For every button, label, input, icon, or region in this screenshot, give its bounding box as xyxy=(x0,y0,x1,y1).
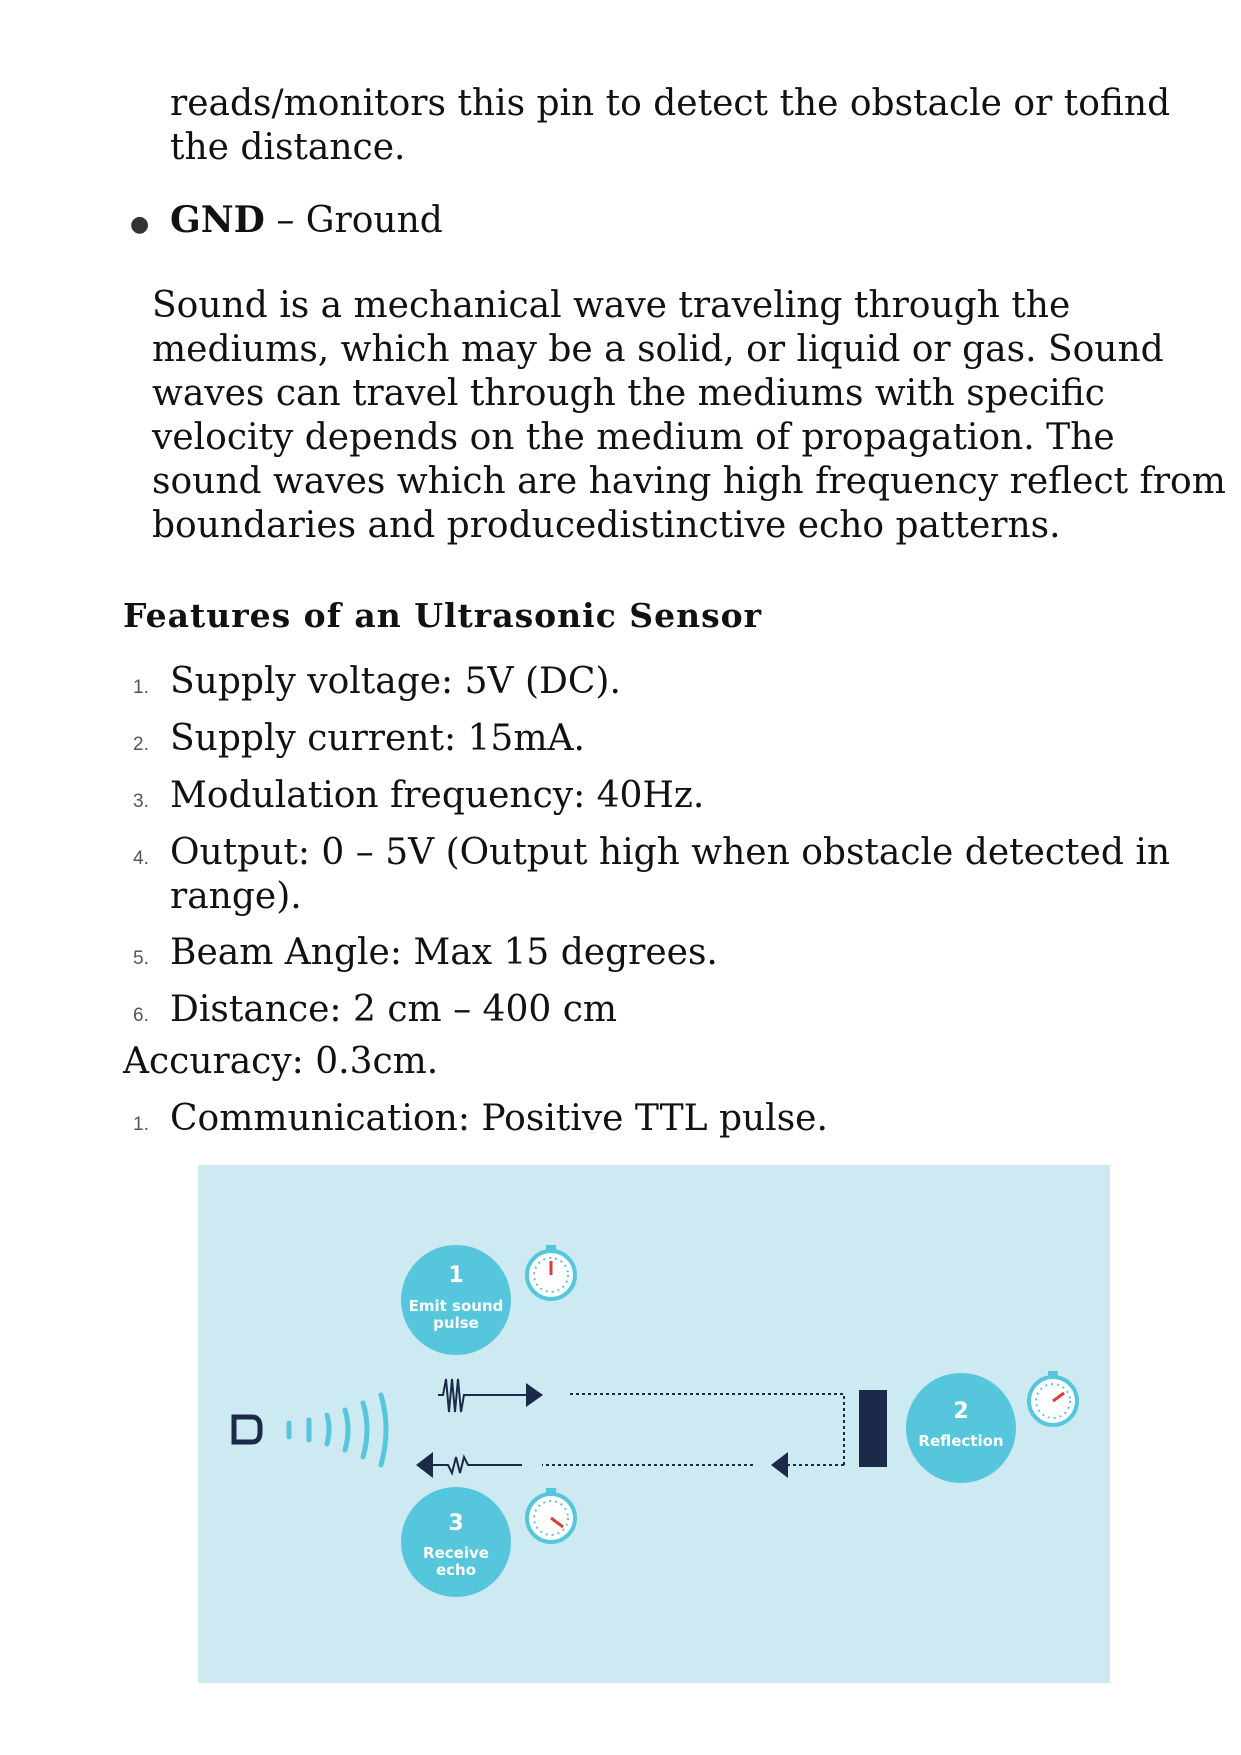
sound-line: sound waves which are having high frequency reflect from xyxy=(152,461,1226,502)
sound-line: boundaries and producedistinctive echo patterns. xyxy=(152,505,1061,546)
list-number: 6. xyxy=(133,1005,149,1026)
intro-line-1: reads/monitors this pin to detect the obstacle or tofind xyxy=(170,83,1171,124)
step-2-number: 2 xyxy=(953,1399,969,1424)
step-2-circle xyxy=(906,1373,1016,1483)
sound-line: waves can travel through the mediums with specific xyxy=(152,373,1105,414)
stopwatch-icon xyxy=(527,1488,575,1542)
bullet-dot: ● xyxy=(130,212,150,237)
sound-waves-icon xyxy=(289,1395,386,1465)
list-number: 5. xyxy=(133,948,149,969)
sound-paragraph xyxy=(152,284,1226,548)
echo-return-arrowhead xyxy=(771,1452,788,1478)
feature-item-continuation: range). xyxy=(170,876,302,917)
step-3-label-line2: echo xyxy=(435,1561,477,1579)
step-3-label-line1: Receive xyxy=(423,1544,489,1562)
gnd-term: GND xyxy=(170,199,265,241)
list-number: 4. xyxy=(133,848,149,869)
step-1-label-line2: pulse xyxy=(433,1314,479,1332)
gnd-item xyxy=(170,198,443,243)
step-1-number: 1 xyxy=(448,1263,464,1288)
emit-pulse-arrow xyxy=(438,1379,543,1412)
feature-item: Supply current: 15mA. xyxy=(170,718,585,759)
stopwatch-icon xyxy=(527,1245,575,1299)
step-3-circle xyxy=(401,1487,511,1597)
intro-line-2: the distance. xyxy=(170,127,406,168)
obstacle-block xyxy=(859,1390,887,1467)
list-number: 3. xyxy=(133,791,149,812)
sound-line: Sound is a mechanical wave traveling through the xyxy=(152,285,1071,326)
feature-item: Output: 0 – 5V (Output high when obstacle detected in xyxy=(170,832,1171,873)
gnd-desc: – Ground xyxy=(264,200,443,241)
list-number: 1. xyxy=(133,1114,149,1135)
features-heading: Features of an Ultrasonic Sensor xyxy=(123,596,763,635)
receive-echo-arrow xyxy=(416,1452,522,1478)
step-1-label-line1: Emit sound xyxy=(408,1297,504,1315)
stopwatch-icon xyxy=(1029,1371,1077,1425)
feature-item: Communication: Positive TTL pulse. xyxy=(170,1098,828,1139)
feature-item: Supply voltage: 5V (DC). xyxy=(170,661,621,702)
list-number: 2. xyxy=(133,734,149,755)
ultrasonic-diagram xyxy=(198,1165,1110,1683)
emit-dotted-path xyxy=(570,1394,844,1465)
sensor-icon xyxy=(234,1417,260,1442)
diagram-svg xyxy=(198,1165,1110,1683)
feature-item: Modulation frequency: 40Hz. xyxy=(170,775,705,816)
feature-item: Distance: 2 cm – 400 cm xyxy=(170,989,617,1030)
step-2-label-line1: Reflection xyxy=(918,1432,1004,1450)
accuracy-line: Accuracy: 0.3cm. xyxy=(123,1041,439,1082)
sound-line: mediums, which may be a solid, or liquid or gas. Sound xyxy=(152,329,1164,370)
list-number: 1. xyxy=(133,677,149,698)
sound-line: velocity depends on the medium of propagation. The xyxy=(152,417,1115,458)
step-3-number: 3 xyxy=(448,1511,464,1536)
feature-item: Beam Angle: Max 15 degrees. xyxy=(170,932,718,973)
